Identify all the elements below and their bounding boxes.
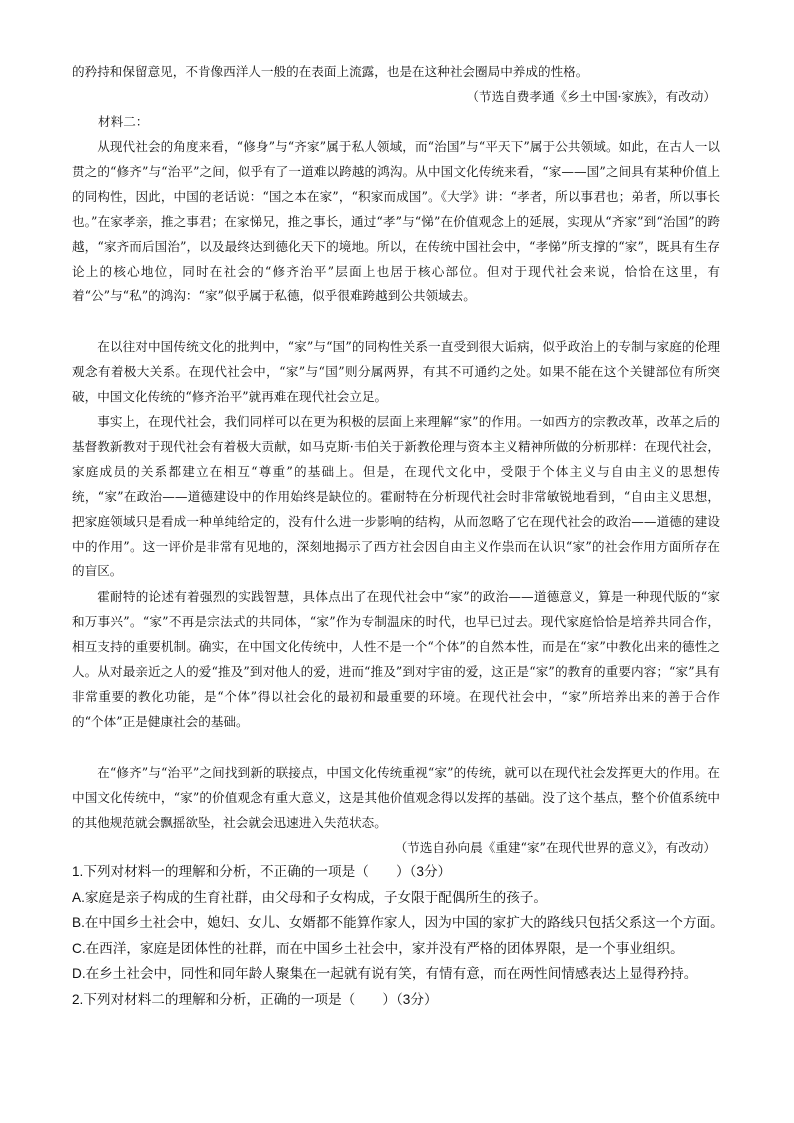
question-1-stem: 1.下列对材料一的理解和分析，不正确的一项是（ ）（3分）	[72, 864, 452, 879]
question-1-option-c: C.在西洋，家庭是团体性的社群，而在中国乡土社会中，家并没有严格的团体界限，是一个事业组织。	[72, 941, 684, 956]
material2-paragraph-2: 在以往对中国传统文化的批判中，“家”与“国”的同构性关系一直受到很大诟病，似乎政治上的专制与家庭的伦理观念有着极大关系。在现代社会中，“家”与“国”则分属两界，有其不可通约之处。如果不能在这个关键部位有所突破，中国文化传统的“修齐治平”就再难在现代社会立足。	[72, 339, 720, 404]
material2-source: （节选自孙向晨《重建“家”在现代世界的意义》，有改动）	[394, 840, 716, 855]
question-2-stem: 2.下列对材料二的理解和分析，正确的一项是（ ）（3分）	[72, 992, 438, 1007]
material1-source: （节选自费孝通《乡土中国·家族》，有改动）	[466, 89, 716, 104]
material1-tail-text: 的矜持和保留意见，不肯像西洋人一般的在表面上流露，也是在这种社会圈局中养成的性格。	[72, 64, 589, 79]
question-1-option-d: D.在乡土社会中，同性和同年龄人聚集在一起就有说有笑，有情有意，而在两性间情感表达上显得矜持。	[72, 966, 698, 981]
material2-paragraph-4: 霍耐特的论述有着强烈的实践智慧，具体点出了在现代社会中“家”的政治——道德意义，算是一种现代版的“家和万事兴”。“家”不再是宗法式的共同体，“家”作为专制温床的时代，也早已过去。现代家庭恰恰是培养共同合作，相互支持的重要机制。确实，在中国文化传统中，人性不是一个“个体”的自然本性，而是在“家”中教化出来的德性之人。从对最亲近之人的爱“推及”到对他人的爱，进而“推及”到对宇宙的爱，这正是“家”的教育的重要内容；“家”具有非常重要的教化功能，是“个体”得以社会化的最初和最重要的环境。在现代社会中，“家”所培养出来的善于合作的“个体”正是健康社会的基础。	[72, 589, 720, 729]
question-1-option-a: A.家庭是亲子构成的生育社群，由父母和子女构成，子女限于配偶所生的孩子。	[72, 890, 548, 905]
material2-paragraph-5: 在“修齐”与“治平”之间找到新的联接点，中国文化传统重视“家”的传统，就可以在现代社会发挥更大的作用。在中国文化传统中，“家”的价值观念有重大意义，这是其他价值观念得以发挥的基础。没了这个基点，整个价值系统中的其他规范就会飘摇欲坠，社会就会迅速进入失范状态。	[72, 765, 720, 830]
material2-paragraph-3: 事实上，在现代社会，我们同样可以在更为积极的层面上来理解“家”的作用。一如西方的宗教改革，改革之后的基督教新教对于现代社会有着极大贡献，如马克斯·韦伯关于新教伦理与资本主义精神所做的分析那样：在现代社会，家庭成员的关系都建立在相互“尊重”的基础上。但是，在现代文化中，受限于个体主义与自由主义的思想传统，“家”在政治——道德建设中的作用始终是缺位的。霍耐特在分析现代社会时非常敏锐地看到，“自由主义思想，把家庭领域只是看成一种单纯给定的，没有什么进一步影响的结构，从而忽略了它在现代社会的政治——道德的建设中的作用”。这一评价是非常有见地的，深刻地揭示了西方社会因自由主义作祟而在认识“家”的社会作用方面所存在的盲区。	[72, 414, 720, 579]
question-1-option-b: B.在中国乡土社会中，媳妇、女儿、女婿都不能算作家人，因为中国的家扩大的路线只包括父系这一个方面。	[72, 915, 724, 930]
material2-label: 材料二：	[98, 114, 149, 129]
material2-paragraph-1: 从现代社会的角度来看，“修身”与“齐家”属于私人领域，而“治国”与“平天下”属于公共领域。如此，在古人一以贯之的“修齐”与“治平”之间，似乎有了一道难以跨越的鸿沟。从中国文化传统来看，“家——国”之间具有某种价值上的同构性，因此，中国的老话说：“国之本在家”，“积家而成国”。《大学》讲：“孝者，所以事君也；弟者，所以事长也。”在家孝亲，推之事君；在家悌兄，推之事长，通过“孝”与“悌”在价值观念上的延展，实现从“齐家”到“治国”的跨越，“家齐而后国治”，以及最终达到德化天下的境地。所以，在传统中国社会中，“孝悌”所支撑的“家”，既具有生存论上的核心地位，同时在社会的“修齐治平”层面上也居于核心部位。但对于现代社会来说，恰恰在这里，有着“公”与“私”的鸿沟：“家”似乎属于私德，似乎很难跨越到公共领域去。	[72, 139, 720, 304]
